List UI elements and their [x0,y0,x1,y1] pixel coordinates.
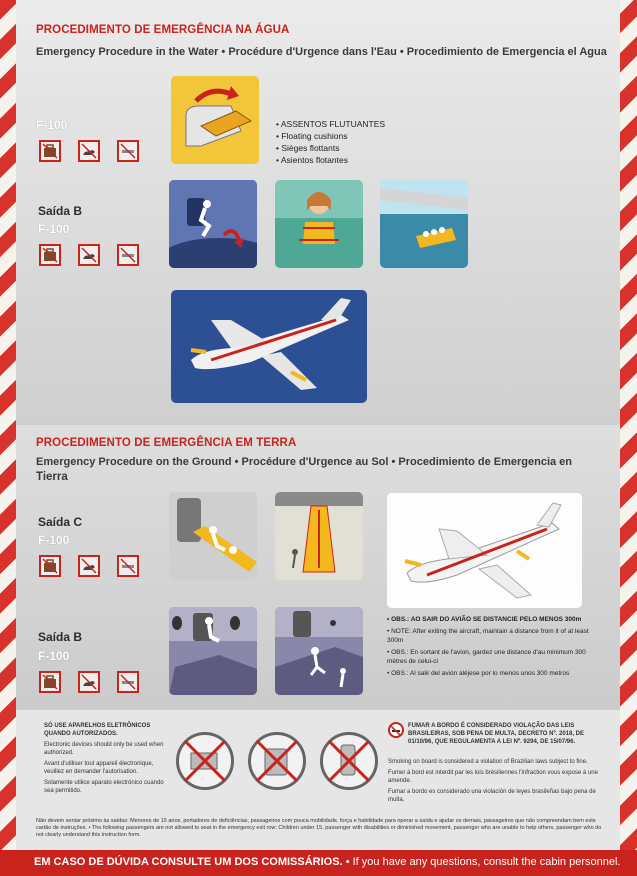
distance-notes [387,615,592,681]
raft-panel [380,180,468,268]
water-section [16,0,620,425]
model-label: F-100 [38,649,70,663]
note-item: • OBS.: Al salir del avión aléjese por lo menos unos 300 metros [387,670,570,677]
footer-en: • If you have any questions, consult the cabin personnel. [345,856,621,868]
cushion-bullets [276,118,385,166]
no-baggage-icon [39,140,61,162]
no-high-heels-icon [78,671,100,693]
bullet-item: • Floating cushions [276,131,348,141]
safety-card [16,0,620,876]
no-laptop-icon [176,732,234,790]
restrictions-section [16,710,620,850]
smoking-es: Fumar a bordo es considerado una violación de leyes brasileñas bajo pena de multa. [388,789,596,803]
wing-walk-panel [275,607,363,695]
ground-subtitle-line1: Emergency Procedure on the Ground • Procédure d'Urgence au Sol • Procedimiento de Emergencia en [36,456,573,468]
note-item: • OBS.: AO SAIR DO AVIÃO SE DISTANCIE PELO MENOS 300m [387,616,582,623]
electronics-en: Electronic devices should only be used when authorized. [44,742,164,756]
overwing-exit-panel [169,607,257,695]
electronics-text [44,722,174,795]
footer-pt: EM CASO DE DÚVIDA CONSULTE UM DOS COMISSÁRIOS. [34,856,343,868]
model-label: F-100 [36,118,68,132]
exit-jump-panel [169,180,257,268]
smoking-text [388,758,604,804]
ground-section [16,425,620,710]
no-high-heels-icon [78,555,100,577]
no-mobile-phone-icon [320,732,378,790]
no-smoking-icon [117,140,139,162]
electronics-fr: Avant d'utiliser tout appareil électronique, veuillez en demander l'autorisation. [44,761,154,775]
note-item: • OBS.: En sortant de l'avion, gardez une distance d'au minimum 300 mètres de celui-ci [387,649,586,665]
life-vest-panel [275,180,363,268]
water-title: PROCEDIMENTO DE EMERGÊNCIA NA ÁGUA [36,24,290,36]
smoking-fr: Fumer à bord est interdit par les lois brésiliennes l'infraction vous expose à une amende. [388,770,598,784]
note-item: • NOTE: After exiting the aircraft, maintain a distance from it of at least 300m [387,628,589,644]
slide-exit-panel [169,492,257,580]
smoking-en: Smoking on board is considered a violation of Brazilian laws subject to fine. [388,759,588,765]
water-subtitle: Emergency Procedure in the Water • Procédure d'Urgence dans l'Eau • Procedimiento de Emergencia el Agua [36,46,607,58]
bullet-item: • ASSENTOS FLUTUANTES [276,119,386,129]
electronics-pt: SÓ USE APARELHOS ELETRÔNICOS QUANDO AUTORIZADOS. [44,723,151,737]
slide-panel [275,492,363,580]
no-baggage-icon [39,555,61,577]
no-smoking-sign-icon [388,722,404,738]
model-label: F-100 [38,533,70,547]
ground-subtitle-line2: Tierra [36,471,68,483]
bullet-item: • Sièges flottants [276,143,340,153]
bullet-item: • Asientos flotantes [276,155,348,165]
seat-cushion-panel [171,76,259,164]
model-label: F-100 [38,222,70,236]
no-smoking-icon [117,555,139,577]
no-baggage-icon [39,244,61,266]
electronics-es: Solamente utilice aparato electrónico cuando sea permitido. [44,780,164,794]
aircraft-exits-panel [171,290,367,403]
no-electronic-device-icon [248,732,306,790]
no-high-heels-icon [78,244,100,266]
smoking-pt: FUMAR A BORDO É CONSIDERADO VIOLAÇÃO DAS LEIS BRASILEIRAS, SOB PENA DE MULTA, DECRETO Nº. 2018, DE 01/10/96, QUE REGULAMENTA A LEI Nº. 9294, DE 15/07/96. [408,723,584,745]
no-baggage-icon [39,671,61,693]
exit-row-fine-print: Não devem sentar próximo às saídas: Menores de 15 anos, portadores de deficiências, passageiros com pouca mobilidade, força e habilidade para operar a saída e ajudar os demais, passageiros que não compreendam bem este cartão de instruções. • The following passengers are not allowed to seat in the emergency exit row: Children under 15, passenger with disabilities or diminished movement, passenger who are unable to help others, passenger who do not clearly understand this instruction form. [36,818,602,838]
ground-title: PROCEDIMENTO DE EMERGÊNCIA EM TERRA [36,437,297,449]
footer-bar [0,850,637,876]
aircraft-ground-exits-panel [387,493,582,608]
exit-b-label: Saída B [38,630,83,644]
no-high-heels-icon [78,140,100,162]
no-smoking-icon [117,244,139,266]
exit-c-label: Saída C [38,515,83,529]
exit-b-label: Saída B [38,204,83,218]
no-smoking-icon [117,671,139,693]
